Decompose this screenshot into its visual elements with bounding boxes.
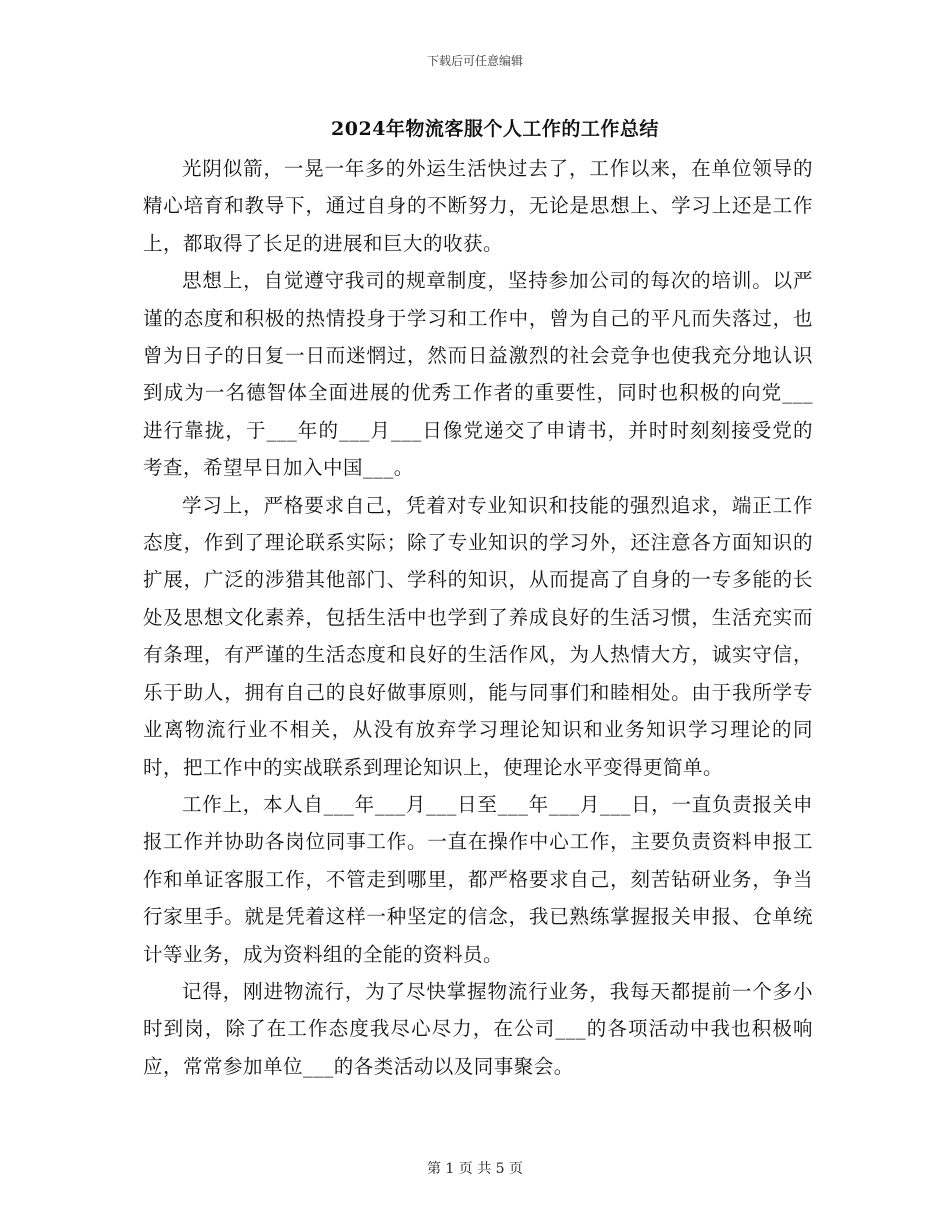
- paragraph-thought: 思想上，自觉遵守我司的规章制度，坚持参加公司的每次的培训。以严谨的态度和积极的热情投身于学习和工作中，曾为自己的平凡而失落过，也曾为日子的日复一日而迷惘过，然而日益激烈的社会竞争也使我充分地认识到成为一名德智体全面进展的优秀工作者的重要性，同时也积极的向党___进行靠拢，于___年的___月___日像党递交了申请书，并时时刻刻接受党的考查，希望早日加入中国___。: [143, 269, 813, 480]
- page-number-footer: 第 1 页 共 5 页: [426, 1161, 524, 1177]
- paragraph-work: 工作上，本人自___年___月___日至___年___月___日，一直负责报关申报工作并协助各岗位同事工作。一直在操作中心工作，主要负责资料申报工作和单证客服工作，不管走到哪里，都严格要求自己，刻苦钻研业务，争当行家里手。就是凭着这样一种坚定的信念，我已熟练掌握报关申报、仓单统计等业务，成为资料组的全能的资料员。: [143, 792, 813, 966]
- header-note: 下载后可任意编辑: [426, 54, 523, 68]
- document-title: 2024年物流客服个人工作的工作总结: [331, 118, 659, 140]
- paragraph-study: 学习上，严格要求自己，凭着对专业知识和技能的强烈追求，端正工作态度，作到了理论联系实际；除了专业知识的学习外，还注意各方面知识的扩展，广泛的涉猎其他部门、学科的知识，从而提高了自身的一专多能的长处及思想文化素养，包括生活中也学到了养成良好的生活习惯，生活充实而有条理，有严谨的生活态度和良好的生活作风，为人热情大方，诚实守信，乐于助人，拥有自己的良好做事原则，能与同事们和睦相处。由于我所学专业离物流行业不相关，从没有放弃学习理论知识和业务知识学习理论的同时，把工作中的实战联系到理论知识上，使理论水平变得更简单。: [143, 493, 813, 779]
- paragraph-intro: 光阴似箭，一晃一年多的外运生活快过去了，工作以来，在单位领导的精心培育和教导下，通过自身的不断努力，无论是思想上、学习上还是工作上，都取得了长足的进展和巨大的收获。: [143, 157, 813, 255]
- paragraph-memory: 记得，刚进物流行，为了尽快掌握物流行业务，我每天都提前一个多小时到岗，除了在工作态度我尽心尽力，在公司___的各项活动中我也积极响应，常常参加单位___的各类活动以及同事聚会。: [143, 979, 813, 1078]
- document-body: [143, 150, 813, 1085]
